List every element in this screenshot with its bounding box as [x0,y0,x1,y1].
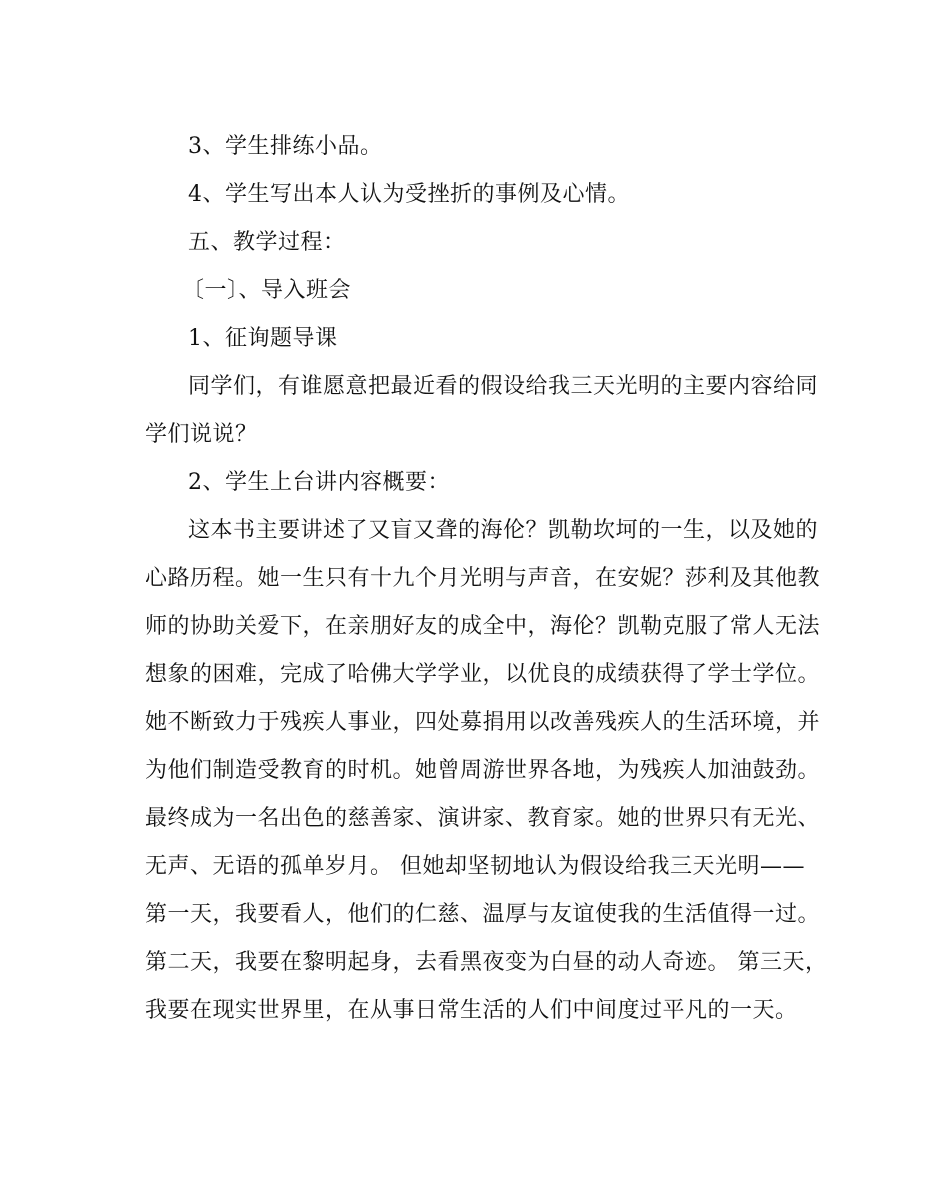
step-heading-2: 2、学生上台讲内容概要： [188,470,450,495]
paragraph-line: 她不断致力于残疾人事业，四处募捐用以改善残疾人的生活环境，并 [145,710,821,735]
paragraph-line: 为他们制造受教育的时机。她曾周游世界各地，为残疾人加油鼓劲。 [145,758,821,783]
list-item-3: 3、学生排练小品。 [188,134,383,159]
paragraph-line: 这本书主要讲述了又盲又聋的海伦？凯勒坎坷的一生，以及她的 [188,518,819,543]
subsection-heading: 〔一〕、导入班会 [182,278,352,303]
paragraph-line: 学们说说？ [145,422,258,447]
paragraph-line: 师的协助关爱下，在亲朋好友的成全中，海伦？凯勒克服了常人无法 [145,614,821,639]
section-heading: 五、教学过程： [188,230,346,255]
paragraph-line: 无声、无语的孤单岁月。 但她却坚韧地认为假设给我三天光明—— [145,854,805,879]
paragraph-line: 想象的困难，完成了哈佛大学学业，以优良的成绩获得了学士学位。 [145,662,821,687]
paragraph-line: 最终成为一名出色的慈善家、演讲家、教育家。她的世界只有无光、 [145,806,821,831]
paragraph-line: 我要在现实世界里，在从事日常生活的人们中间度过平凡的一天。 [145,998,798,1023]
list-item-4: 4、学生写出本人认为受挫折的事例及心情。 [188,182,630,207]
paragraph-line: 第二天，我要在黎明起身，去看黑夜变为白昼的动人奇迹。 第三天， [145,950,828,975]
paragraph-line: 第一天，我要看人，他们的仁慈、温厚与友谊使我的生活值得一过。 [145,902,821,927]
step-heading-1: 1、征询题导课 [188,326,338,351]
paragraph-line: 心路历程。她一生只有十九个月光明与声音，在安妮？莎利及其他教 [145,566,821,591]
paragraph-line: 同学们，有谁愿意把最近看的假设给我三天光明的主要内容给同 [188,374,819,399]
